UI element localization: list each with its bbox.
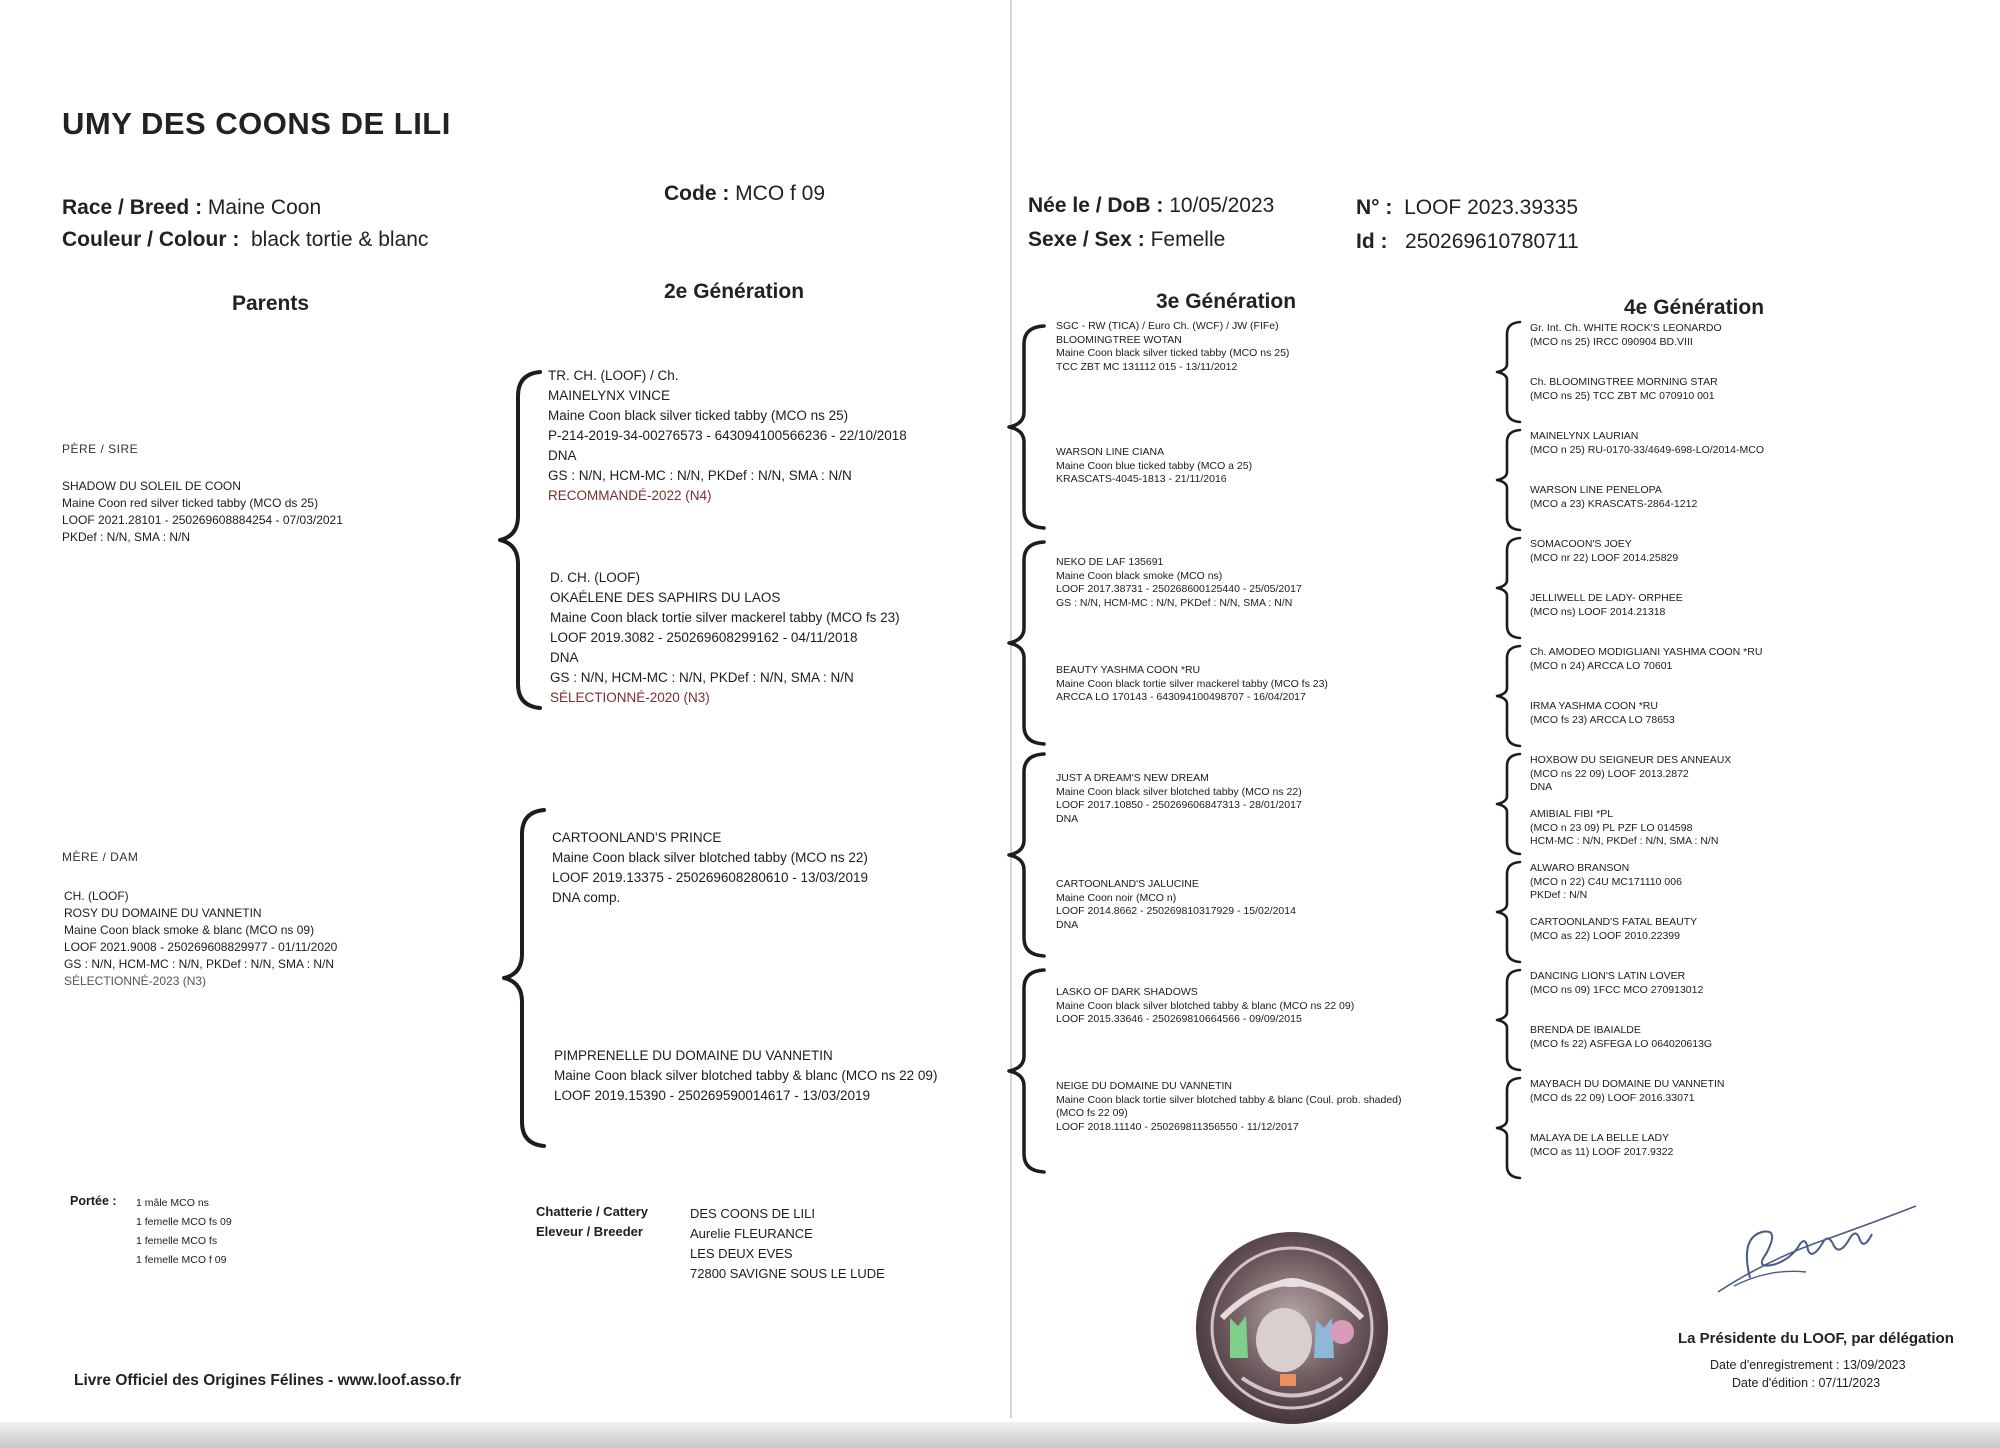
- gen4-line: HCM-MC : N/N, PKDef : N/N, SMA : N/N: [1530, 835, 1719, 847]
- gen3-ancestor-5: [1056, 772, 1302, 826]
- cat-name: UMY DES COONS DE LILI: [62, 106, 451, 141]
- gen2-line: LOOF 2019.13375 - 250269608280610 - 13/03/2019: [552, 870, 869, 885]
- gen4-line: CARTOONLAND'S FATAL BEAUTY: [1530, 916, 1698, 928]
- gen4-line: DANCING LION'S LATIN LOVER: [1530, 970, 1686, 982]
- gen2-line: P-214-2019-34-00276573 - 643094100566236 - 22/10/2018: [548, 428, 907, 443]
- gen3-ancestor-1: [1056, 320, 1289, 374]
- footer-text: Livre Officiel des Origines Félines - www.loof.asso.fr: [74, 1372, 462, 1389]
- gen3-line: ARCCA LO 170143 - 643094100498707 - 16/04/2017: [1056, 691, 1306, 703]
- brace-gen4-5: [1494, 752, 1522, 856]
- gen3-line: DNA: [1056, 812, 1079, 825]
- gen4-line: MAINELYNX LAURIAN: [1530, 430, 1639, 442]
- gen4-ancestor-14: [1530, 1024, 1712, 1051]
- president-caption: La Présidente du LOOF, par délégation: [1678, 1330, 1954, 1347]
- gen3-line: Maine Coon noir (MCO n): [1056, 891, 1177, 904]
- brace-gen3-4: [1006, 968, 1046, 1174]
- sire-registry: LOOF 2021.28101 - 250269608884254 - 07/03/2021: [62, 513, 343, 527]
- heading-gen4: 4e Génération: [1624, 296, 1765, 319]
- dam-title: CH. (LOOF): [64, 889, 129, 903]
- brace-gen3-3: [1006, 752, 1046, 958]
- breeder-label: Eleveur / Breeder: [536, 1224, 643, 1239]
- gen2-line: LOOF 2019.3082 - 250269608299162 - 04/11/2018: [550, 630, 858, 645]
- dam-breed: Maine Coon black smoke & blanc (MCO ns 09): [64, 923, 315, 937]
- dob-value: 10/05/2023: [1169, 194, 1275, 217]
- gen4-ancestor-4: [1530, 484, 1697, 511]
- gen3-line: Maine Coon black tortie silver blotched tabby & blanc (Coul. prob. shaded): [1056, 1093, 1402, 1106]
- litter-label: Portée :: [70, 1194, 117, 1208]
- litter-item: 1 femelle MCO fs 09: [136, 1216, 232, 1228]
- dam-label: MÈRE / DAM: [62, 850, 139, 864]
- gen2-line: Maine Coon black tortie silver mackerel tabby (MCO fs 23): [550, 610, 900, 625]
- gen4-line: Gr. Int. Ch. WHITE ROCK'S LEONARDO: [1530, 322, 1722, 334]
- gen3-line: BEAUTY YASHMA COON *RU: [1056, 664, 1201, 676]
- gen4-ancestor-9: [1530, 754, 1731, 795]
- gen4-line: (MCO fs 23) ARCCA LO 78653: [1530, 713, 1675, 726]
- gen2-paternal-granddam: [550, 568, 900, 708]
- brace-gen4-1: [1494, 320, 1522, 424]
- gen2-line: Maine Coon black silver ticked tabby (MCO ns 25): [548, 408, 849, 423]
- code-label: Code :: [664, 182, 730, 205]
- gen3-line: Maine Coon black tortie silver mackerel tabby (MCO fs 23): [1056, 677, 1328, 690]
- gen2-line: CARTOONLAND'S PRINCE: [552, 830, 722, 845]
- brace-gen4-6: [1494, 860, 1522, 964]
- gen4-line: JELLIWELL DE LADY- ORPHEE: [1530, 592, 1683, 604]
- gen2-line: DNA comp.: [552, 890, 621, 905]
- dob-line: [1028, 194, 1274, 218]
- colour-line: [62, 228, 428, 252]
- cattery-label: Chatterie / Cattery: [536, 1204, 648, 1219]
- hologram-seal-icon: [1192, 1228, 1392, 1428]
- gen4-ancestor-7: [1530, 646, 1762, 673]
- gen4-line: (MCO ns 22 09) LOOF 2013.2872: [1530, 767, 1689, 780]
- gen2-line: OKAÉLENE DES SAPHIRS DU LAOS: [550, 590, 781, 605]
- gen3-line: LOOF 2014.8662 - 250269810317929 - 15/02/2014: [1056, 905, 1296, 917]
- brace-gen2-maternal: [500, 808, 546, 1148]
- gen4-line: (MCO ns 09) 1FCC MCO 270913012: [1530, 983, 1704, 996]
- gen4-line: (MCO n 25) RU-0170-33/4649-698-LO/2014-MCO: [1530, 443, 1765, 456]
- breeder-name: Aurelie FLEURANCE: [690, 1226, 813, 1241]
- gen4-line: (MCO ns 25) IRCC 090904 BD.VIII: [1530, 335, 1693, 348]
- gen2-line: Maine Coon black silver blotched tabby (MCO ns 22): [552, 850, 868, 865]
- gen3-line: DNA: [1056, 918, 1079, 931]
- brace-gen4-8: [1494, 1076, 1522, 1180]
- gen4-ancestor-8: [1530, 700, 1675, 727]
- gen2-paternal-grandsire: [548, 366, 907, 506]
- gen3-line: LOOF 2017.10850 - 250269606847313 - 28/01/2017: [1056, 799, 1302, 811]
- dam-registry: LOOF 2021.9008 - 250269608829977 - 01/11/2020: [64, 940, 338, 954]
- gen4-line: MALAYA DE LA BELLE LADY: [1530, 1132, 1670, 1144]
- race-line: [62, 196, 321, 220]
- heading-parents: Parents: [232, 292, 310, 315]
- gen2-line: GS : N/N, HCM-MC : N/N, PKDef : N/N, SMA : N/N: [550, 670, 854, 685]
- address-line: LES DEUX EVES: [690, 1246, 793, 1261]
- dam-block: [64, 888, 337, 990]
- scan-edge: [0, 1422, 2000, 1448]
- colour-label: Couleur / Colour :: [62, 228, 240, 251]
- brace-gen4-3: [1494, 536, 1522, 640]
- gen2-line: Maine Coon black silver blotched tabby & blanc (MCO ns 22 09): [554, 1068, 938, 1083]
- gen4-line: (MCO as 22) LOOF 2010.22399: [1530, 929, 1680, 942]
- litter-item: 1 femelle MCO f 09: [136, 1254, 227, 1266]
- gen3-line: Maine Coon black silver ticked tabby (MCO ns 25): [1056, 347, 1290, 359]
- id-line: [1356, 230, 1579, 254]
- gen2-line: PIMPRENELLE DU DOMAINE DU VANNETIN: [554, 1048, 833, 1063]
- gen2-line: GS : N/N, HCM-MC : N/N, PKDef : N/N, SMA : N/N: [548, 468, 852, 483]
- sire-block: [62, 478, 343, 546]
- gen4-ancestor-12: [1530, 916, 1697, 943]
- sire-label: PÈRE / SIRE: [62, 442, 139, 456]
- dam-name: ROSY DU DOMAINE DU VANNETIN: [64, 906, 262, 920]
- gen4-ancestor-13: [1530, 970, 1703, 997]
- gen4-line: (MCO ns 25) TCC ZBT MC 070910 001: [1530, 389, 1715, 402]
- gen4-line: PKDef : N/N: [1530, 889, 1588, 901]
- gen4-line: (MCO n 23 09) PL PZF LO 014598: [1530, 821, 1693, 834]
- gen4-ancestor-16: [1530, 1132, 1673, 1159]
- gen4-ancestor-15: [1530, 1078, 1724, 1105]
- cattery-name: DES COONS DE LILI: [690, 1206, 815, 1221]
- sex-line: [1028, 228, 1225, 252]
- edition-date: Date d'édition : 07/11/2023: [1732, 1376, 1881, 1390]
- gen4-line: DNA: [1530, 781, 1553, 793]
- race-value: Maine Coon: [207, 196, 322, 219]
- gen4-line: Ch. BLOOMINGTREE MORNING STAR: [1530, 376, 1718, 388]
- gen2-note: RECOMMANDÉ-2022 (N4): [548, 488, 712, 503]
- number-value: LOOF 2023.39335: [1404, 196, 1579, 219]
- litter-item: 1 femelle MCO fs: [136, 1235, 218, 1247]
- number-line: [1356, 196, 1578, 220]
- gen2-line: TR. CH. (LOOF) / Ch.: [548, 368, 679, 383]
- gen3-ancestor-2: [1056, 446, 1252, 487]
- gen3-line: LASKO OF DARK SHADOWS: [1056, 986, 1198, 998]
- brace-gen2-paternal: [496, 370, 542, 710]
- sex-label: Sexe / Sex :: [1028, 228, 1145, 251]
- brace-gen4-4: [1494, 644, 1522, 748]
- gen3-line: BLOOMINGTREE WOTAN: [1056, 333, 1182, 346]
- gen2-line: MAINELYNX VINCE: [548, 388, 671, 403]
- gen4-line: SOMACOON'S JOEY: [1530, 538, 1632, 550]
- signature-icon: [1710, 1198, 1920, 1298]
- gen3-line: LOOF 2015.33646 - 250269810664566 - 09/09/2015: [1056, 1013, 1302, 1025]
- gen3-ancestor-4: [1056, 664, 1328, 705]
- gen4-ancestor-10: [1530, 808, 1718, 849]
- sire-breed: Maine Coon red silver ticked tabby (MCO ds 25): [62, 496, 319, 510]
- brace-gen4-7: [1494, 968, 1522, 1072]
- id-value: 250269610780711: [1405, 230, 1579, 253]
- gen4-line: (MCO ns) LOOF 2014.21318: [1530, 605, 1666, 618]
- dob-label: Née le / DoB :: [1028, 194, 1164, 217]
- gen2-maternal-granddam: [554, 1046, 937, 1106]
- gen3-line: TCC ZBT MC 131112 015 - 13/11/2012: [1056, 360, 1238, 373]
- gen4-line: BRENDA DE IBAIALDE: [1530, 1024, 1641, 1036]
- gen4-line: IRMA YASHMA COON *RU: [1530, 700, 1658, 712]
- sire-tests: PKDef : N/N, SMA : N/N: [62, 530, 191, 544]
- dam-tests: GS : N/N, HCM-MC : N/N, PKDef : N/N, SMA : N/N: [64, 957, 335, 971]
- gen4-line: Ch. AMODEO MODIGLIANI YASHMA COON *RU: [1530, 646, 1763, 658]
- gen4-line: AMIBIAL FIBI *PL: [1530, 808, 1614, 820]
- gen3-line: Maine Coon blue ticked tabby (MCO a 25): [1056, 459, 1253, 472]
- sex-value: Femelle: [1150, 228, 1226, 251]
- gen4-line: ALWARO BRANSON: [1530, 862, 1630, 874]
- gen4-ancestor-2: [1530, 376, 1718, 403]
- id-label: Id :: [1356, 230, 1388, 253]
- heading-gen2: 2e Génération: [664, 280, 805, 303]
- gen3-line: Maine Coon black silver blotched tabby & blanc (MCO ns 22 09): [1056, 999, 1355, 1012]
- brace-gen3-1: [1006, 324, 1046, 530]
- litter-list: [136, 1194, 232, 1270]
- gen3-line: CARTOONLAND'S JALUCINE: [1056, 878, 1199, 890]
- code-line: [664, 182, 825, 206]
- gen2-line: DNA: [550, 650, 579, 665]
- cattery-address: [690, 1204, 885, 1284]
- gen3-line: KRASCATS-4045-1813 - 21/11/2016: [1056, 473, 1227, 485]
- gen3-line: JUST A DREAM'S NEW DREAM: [1056, 772, 1209, 784]
- gen3-line: LOOF 2017.38731 - 250268600125440 - 25/05/2017: [1056, 583, 1302, 595]
- colour-value: black tortie & blanc: [251, 228, 429, 251]
- gen2-line: D. CH. (LOOF): [550, 570, 640, 585]
- gen3-line: SGC - RW (TICA) / Euro Ch. (WCF) / JW (FIFe): [1056, 320, 1279, 332]
- litter-item: 1 mâle MCO ns: [136, 1197, 209, 1209]
- gen4-ancestor-11: [1530, 862, 1682, 903]
- address-city: 72800 SAVIGNE SOUS LE LUDE: [690, 1266, 885, 1281]
- sire-name: SHADOW DU SOLEIL DE COON: [62, 479, 241, 493]
- gen4-ancestor-5: [1530, 538, 1678, 565]
- gen4-line: (MCO n 22) C4U MC171110 006: [1530, 875, 1682, 888]
- gen4-line: (MCO ds 22 09) LOOF 2016.33071: [1530, 1091, 1695, 1104]
- gen2-line: DNA: [548, 448, 577, 463]
- gen4-line: (MCO a 23) KRASCATS-2864-1212: [1530, 497, 1698, 510]
- gen3-ancestor-8: [1056, 1080, 1402, 1134]
- gen2-line: LOOF 2019.15390 - 250269590014617 - 13/03/2019: [554, 1088, 871, 1103]
- brace-gen4-2: [1494, 428, 1522, 532]
- dam-selection: SÉLECTIONNÉ-2023 (N3): [64, 974, 207, 988]
- gen4-line: MAYBACH DU DOMAINE DU VANNETIN: [1530, 1078, 1725, 1090]
- code-value: MCO f 09: [735, 182, 826, 205]
- gen2-maternal-grandsire: [552, 828, 868, 908]
- gen3-line: GS : N/N, HCM-MC : N/N, PKDef : N/N, SMA : N/N: [1056, 596, 1293, 609]
- gen4-line: WARSON LINE PENELOPA: [1530, 484, 1662, 496]
- gen3-line: (MCO fs 22 09): [1056, 1107, 1128, 1119]
- gen3-line: NEKO DE LAF 135691: [1056, 556, 1164, 568]
- brace-gen3-2: [1006, 540, 1046, 746]
- registration-date: Date d'enregistrement : 13/09/2023: [1710, 1358, 1906, 1372]
- gen3-line: LOOF 2018.11140 - 250269811356550 - 11/12/2017: [1056, 1120, 1299, 1133]
- gen3-line: Maine Coon black smoke (MCO ns): [1056, 569, 1223, 582]
- gen3-line: WARSON LINE CIANA: [1056, 446, 1165, 458]
- gen4-line: (MCO as 11) LOOF 2017.9322: [1530, 1145, 1674, 1158]
- gen3-ancestor-6: [1056, 878, 1296, 932]
- cattery-labels: [536, 1202, 648, 1242]
- gen3-ancestor-3: [1056, 556, 1302, 610]
- gen4-ancestor-1: [1530, 322, 1722, 349]
- gen4-line: HOXBOW DU SEIGNEUR DES ANNEAUX: [1530, 754, 1732, 766]
- gen4-ancestor-3: [1530, 430, 1764, 457]
- gen4-line: (MCO nr 22) LOOF 2014.25829: [1530, 551, 1679, 564]
- gen3-line: Maine Coon black silver blotched tabby (MCO ns 22): [1056, 785, 1302, 798]
- number-label: N° :: [1356, 196, 1393, 219]
- race-label: Race / Breed :: [62, 196, 203, 219]
- gen3-line: NEIGE DU DOMAINE DU VANNETIN: [1056, 1080, 1232, 1092]
- gen4-line: (MCO n 24) ARCCA LO 70601: [1530, 659, 1673, 672]
- gen2-note: SÉLECTIONNÉ-2020 (N3): [550, 690, 710, 705]
- gen4-line: (MCO fs 22) ASFEGA LO 064020613G: [1530, 1037, 1713, 1050]
- gen4-ancestor-6: [1530, 592, 1683, 619]
- gen3-ancestor-7: [1056, 986, 1354, 1027]
- heading-gen3: 3e Génération: [1156, 290, 1297, 313]
